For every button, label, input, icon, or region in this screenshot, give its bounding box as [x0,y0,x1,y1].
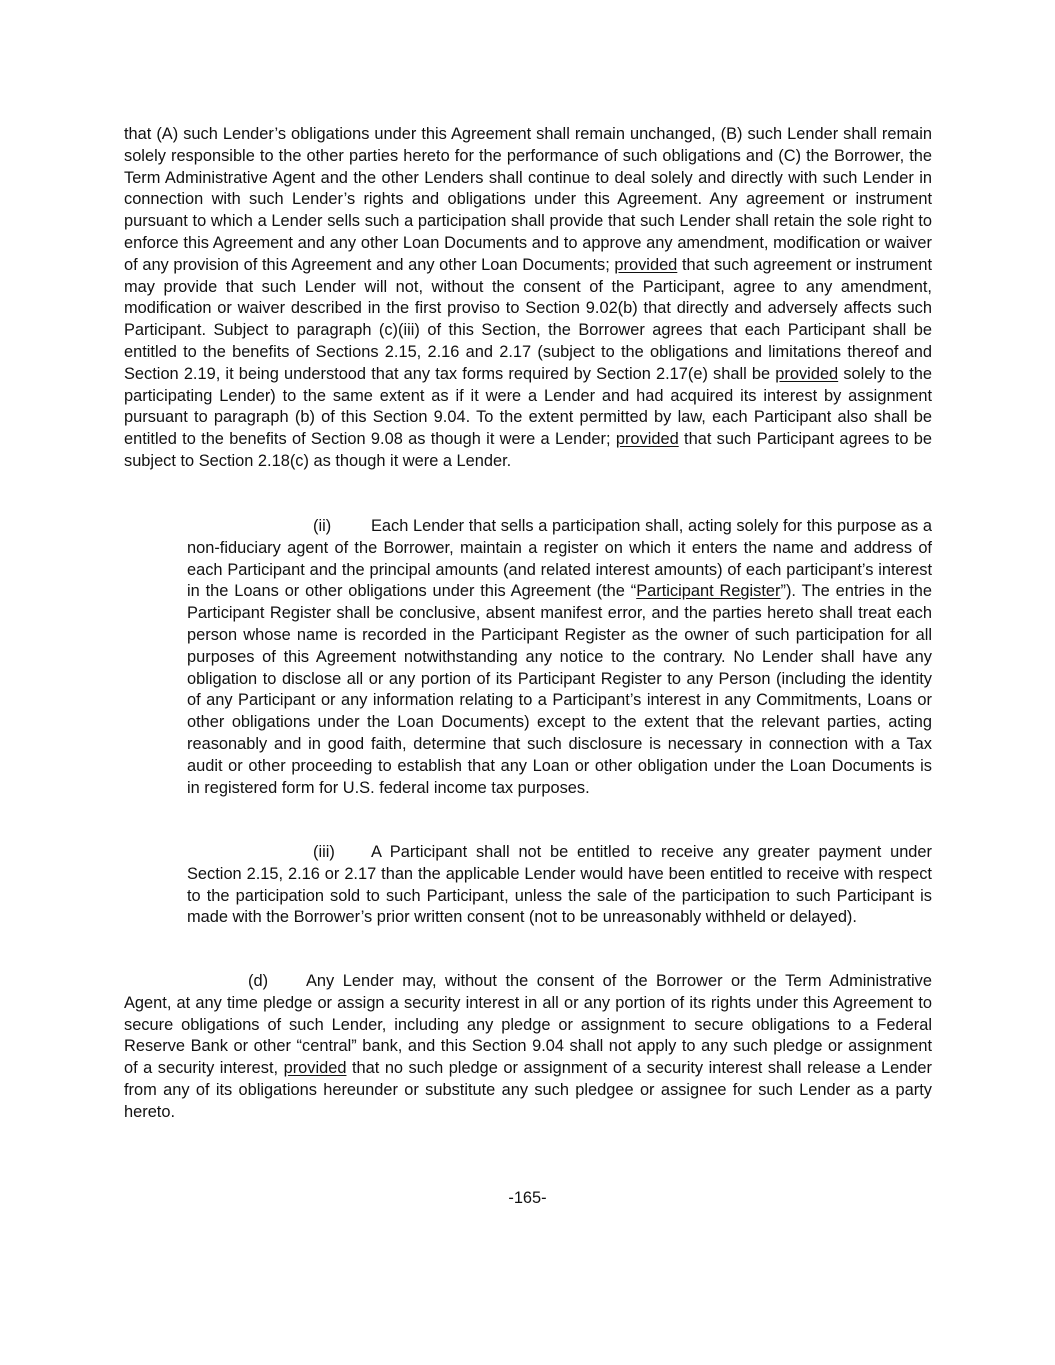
underlined-term: provided [283,1059,347,1078]
text-run: that (A) such Lender’s obligations under this Agreement shall remain unchanged, (B) such Lender shall remain solely responsible to the other parties hereto for the performance of such obligations and (C) the Borrower, the Term Administrative Agent and the other Lenders shall continue to deal solely and directly with such Lender in connection with such Lender’s rights and obligations under this Agreement. Any agreement or instrument pursuant to which a Lender sells such a participation shall provide that such Lender shall retain the sole right to enforce this Agreement and any other Loan Documents and to approve any amendment, modification or waiver of any provision of this Agreement and any other Loan Documents; [124,125,932,274]
defined-term: Participant Register [636,582,781,601]
clause-label: (ii) [313,517,332,535]
text-run: that such agreement or instrument may provide that such Lender will not, without the consent of the Participant, agree to any amendment, modification or waiver described in the first proviso to Section 9.02(b) that directly and adversely affects such Participant. Subject to paragraph (c)(iii) of this Section, the Borrower agrees that each Participant shall be entitled to the benefits of Sections 2.15, 2.16 and 2.17 (subject to the obligations and limitations thereof and Section 2.19, it being understood that any tax forms required by Section 2.17(e) shall be [124,255,932,383]
page-number: -165- [508,1189,547,1207]
underlined-term: provided [615,430,679,449]
clause-label: (iii) [313,843,335,861]
paragraph-d [124,971,932,1124]
text-run: that such Participant agrees to be subject to Section 2.18(c) as though it were a Lender. [124,430,932,470]
text-run: ”). The entries in the Participant Register shall be conclusive, absent manifest error, and the parties hereto shall treat each person whose name is recorded in the Participant Register as the owner of such participation for all purposes of this Agreement notwithstanding any notice to the contrary. No Lender shall have any obligation to disclose all or any portion of its Participant Register to any Person (including the identity of any Participant or any information relating to a Participant’s interest in any Commitments, Loans or other obligations under the Loan Documents) except to the extent that the relevant parties, acting reasonably and in good faith, determine that such disclosure is necessary in connection with a Tax audit or other proceeding to establish that any Loan or other obligation under the Loan Documents is in registered form for U.S. federal income tax purposes. [187,582,932,797]
text-run: Each Lender that sells a participation shall, acting solely for this purpose as a non-fiduciary agent of the Borrower, maintain a register on which it enters the name and address of each Participant and the principal amounts (and related interest amounts) of each participant’s interest in the Loans or other obligations under this Agreement (the “ [187,517,932,601]
text-run: that no such pledge or assignment of a security interest shall release a Lender from any of its obligations hereunder or substitute any such pledgee or assignee for such Lender as a party hereto. [124,1059,932,1121]
text-run: Any Lender may, without the consent of the Borrower or the Term Administrative Agent, at any time pledge or assign a security interest in all or any portion of its rights under this Agreement to secure obligations of such Lender, including any pledge or assignment to secure obligations to a Federal Reserve Bank or other “central” bank, and this Section 9.04 shall not apply to any such pledge or assignment of a security interest, [124,972,932,1078]
clause-label: (d) [248,972,269,990]
underlined-term: provided [614,255,678,274]
paragraph-c-iii [187,842,932,929]
underlined-term: provided [775,364,839,383]
text-run: A Participant shall not be entitled to receive any greater payment under Section 2.15, 2.16 or 2.17 than the applicable Lender would have been entitled to receive with respect to the participation sold to such Participant, unless the sale of the participation to such Participant is made with the Borrower’s prior written consent (not to be unreasonably withheld or delayed). [187,843,932,927]
paragraph-continuation [124,124,932,473]
text-run: solely to the participating Lender) to the same extent as if it were a Lender and had acquired its interest by assignment pursuant to paragraph (b) of this Section 9.04. To the extent permitted by law, each Participant also shall be entitled to the benefits of Section 9.08 as though it were a Lender; [124,364,932,449]
paragraph-c-ii [187,516,932,799]
